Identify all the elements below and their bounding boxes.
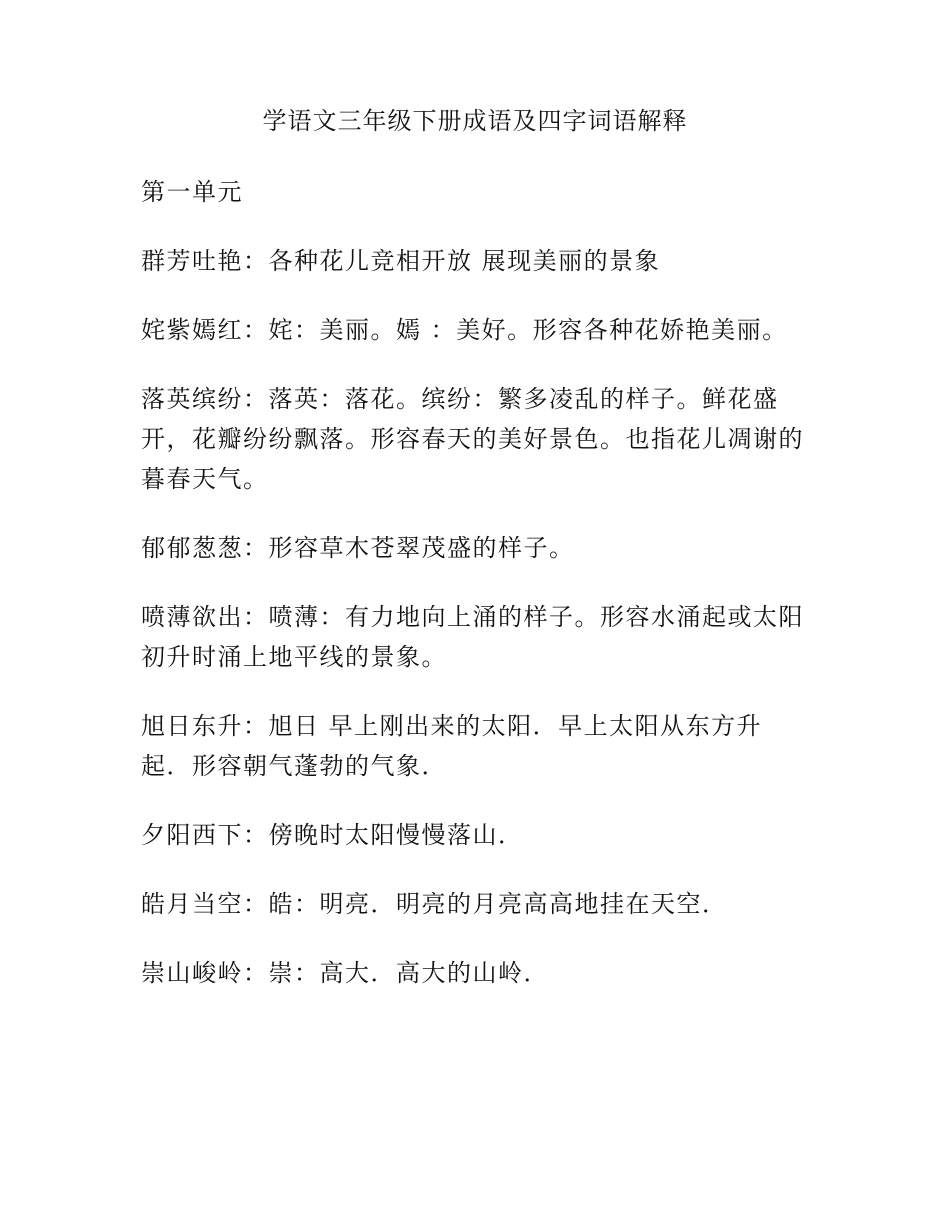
idiom-entry: 姹紫嫣红：姹：美丽。嫣 ：美好。形容各种花娇艳美丽。 [141,316,788,344]
idiom-entry: 夕阳西下：傍晚时太阳慢慢落山． [141,821,524,849]
idiom-entry: 群芳吐艳：各种花儿竞相开放 展现美丽的景象 [141,247,661,275]
idiom-entry: 崇山峻岭：崇：高大．高大的山岭． [141,959,549,987]
idiom-entry: 喷薄欲出：喷薄：有力地向上涌的样子。形容水涌起或太阳初升时涌上地平线的景象。 [141,603,804,671]
document-body [141,172,813,1022]
page-title: 学语文三年级下册成语及四字词语解释 [262,107,688,135]
idiom-entry: 旭日东升：旭日 早上刚出来的太阳．早上太阳从东方升起．形容朝气蓬勃的气象． [141,712,763,780]
idiom-entry: 落英缤纷：落英：落花。缤纷：繁多凌乱的样子。鲜花盛开，花瓣纷纷飘落。形容春天的美好景色。也指花儿凋谢的暮春天气。 [141,385,804,493]
idiom-entry: 郁郁葱葱：形容草木苍翠茂盛的样子。 [141,534,575,562]
idiom-entry: 皓月当空：皓：明亮．明亮的月亮高高地挂在天空． [141,890,728,918]
section-heading: 第一单元 [141,178,243,206]
